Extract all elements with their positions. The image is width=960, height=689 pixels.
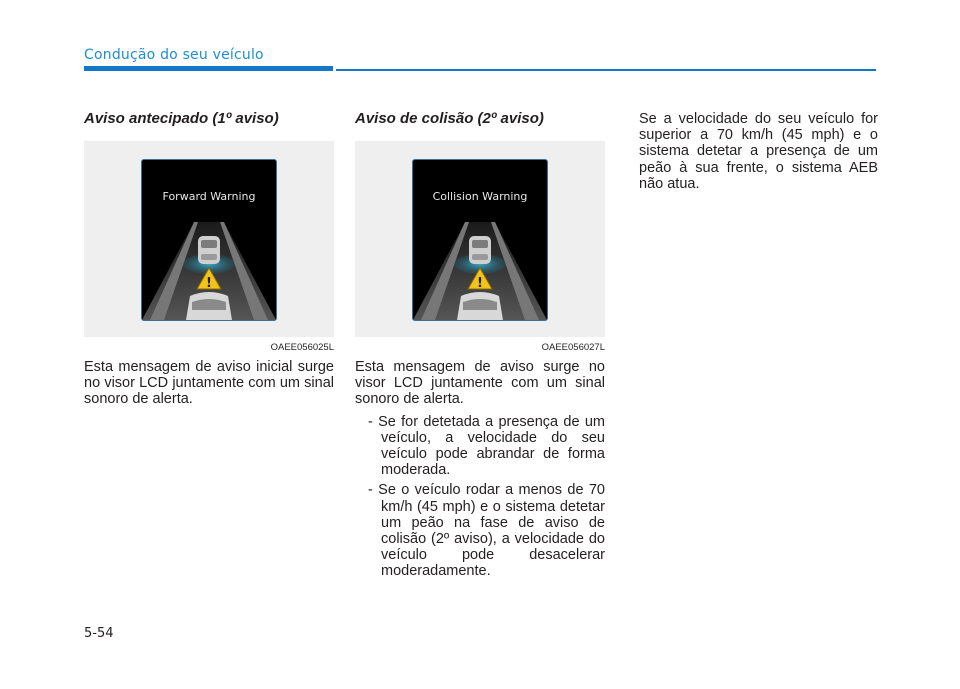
display-warning-text: Forward Warning [162, 190, 256, 203]
figure-caption: OAEE056025L [270, 342, 334, 353]
figure-collision-warning [355, 141, 605, 337]
column-forward-warning [84, 110, 334, 408]
list-item: - Se o veículo rodar a menos de 70 km/h (45 mph) e o sistema detetar um peão na fase de aviso de colisão (2º aviso), a velocidade do veículo pode desacelerar moderadamente. [368, 482, 605, 580]
paragraph-forward-warning: Esta mensagem de aviso inicial surge no visor LCD juntamente com um sinal sonoro de alerta. [84, 359, 334, 408]
lcd-display-panel [412, 159, 548, 321]
figure-caption: OAEE056027L [541, 342, 605, 353]
svg-text:!: ! [477, 276, 483, 291]
page-number: 5-54 [84, 626, 114, 641]
road-scene-illustration [142, 160, 276, 320]
heading-forward-warning: Aviso antecipado (1º aviso) [84, 110, 279, 127]
header-rule-thick [84, 66, 333, 71]
svg-text:!: ! [206, 276, 212, 291]
paragraph-collision-warning: Esta mensagem de aviso surge no visor LCD juntamente com um sinal sonoro de alerta. [355, 359, 605, 408]
section-title: Condução do seu veículo [84, 47, 264, 63]
list-item: - Se for detetada a presença de um veículo, a velocidade do seu veículo pode abrandar de forma moderada. [368, 413, 605, 479]
header-rule-thin [336, 69, 876, 71]
heading-collision-warning: Aviso de colisão (2º aviso) [355, 110, 544, 127]
road-scene-illustration [413, 160, 547, 320]
column-aeb-note [639, 111, 878, 192]
lcd-display-panel [141, 159, 277, 321]
bullet-list [355, 414, 605, 580]
paragraph-aeb-note: Se a velocidade do seu veículo for superior a 70 km/h (45 mph) e o sistema detetar a presença de um peão à sua frente, o sistema AEB não atua. [639, 111, 878, 192]
display-warning-text: Collision Warning [432, 190, 528, 203]
figure-forward-warning [84, 141, 334, 337]
column-collision-warning [355, 110, 605, 584]
